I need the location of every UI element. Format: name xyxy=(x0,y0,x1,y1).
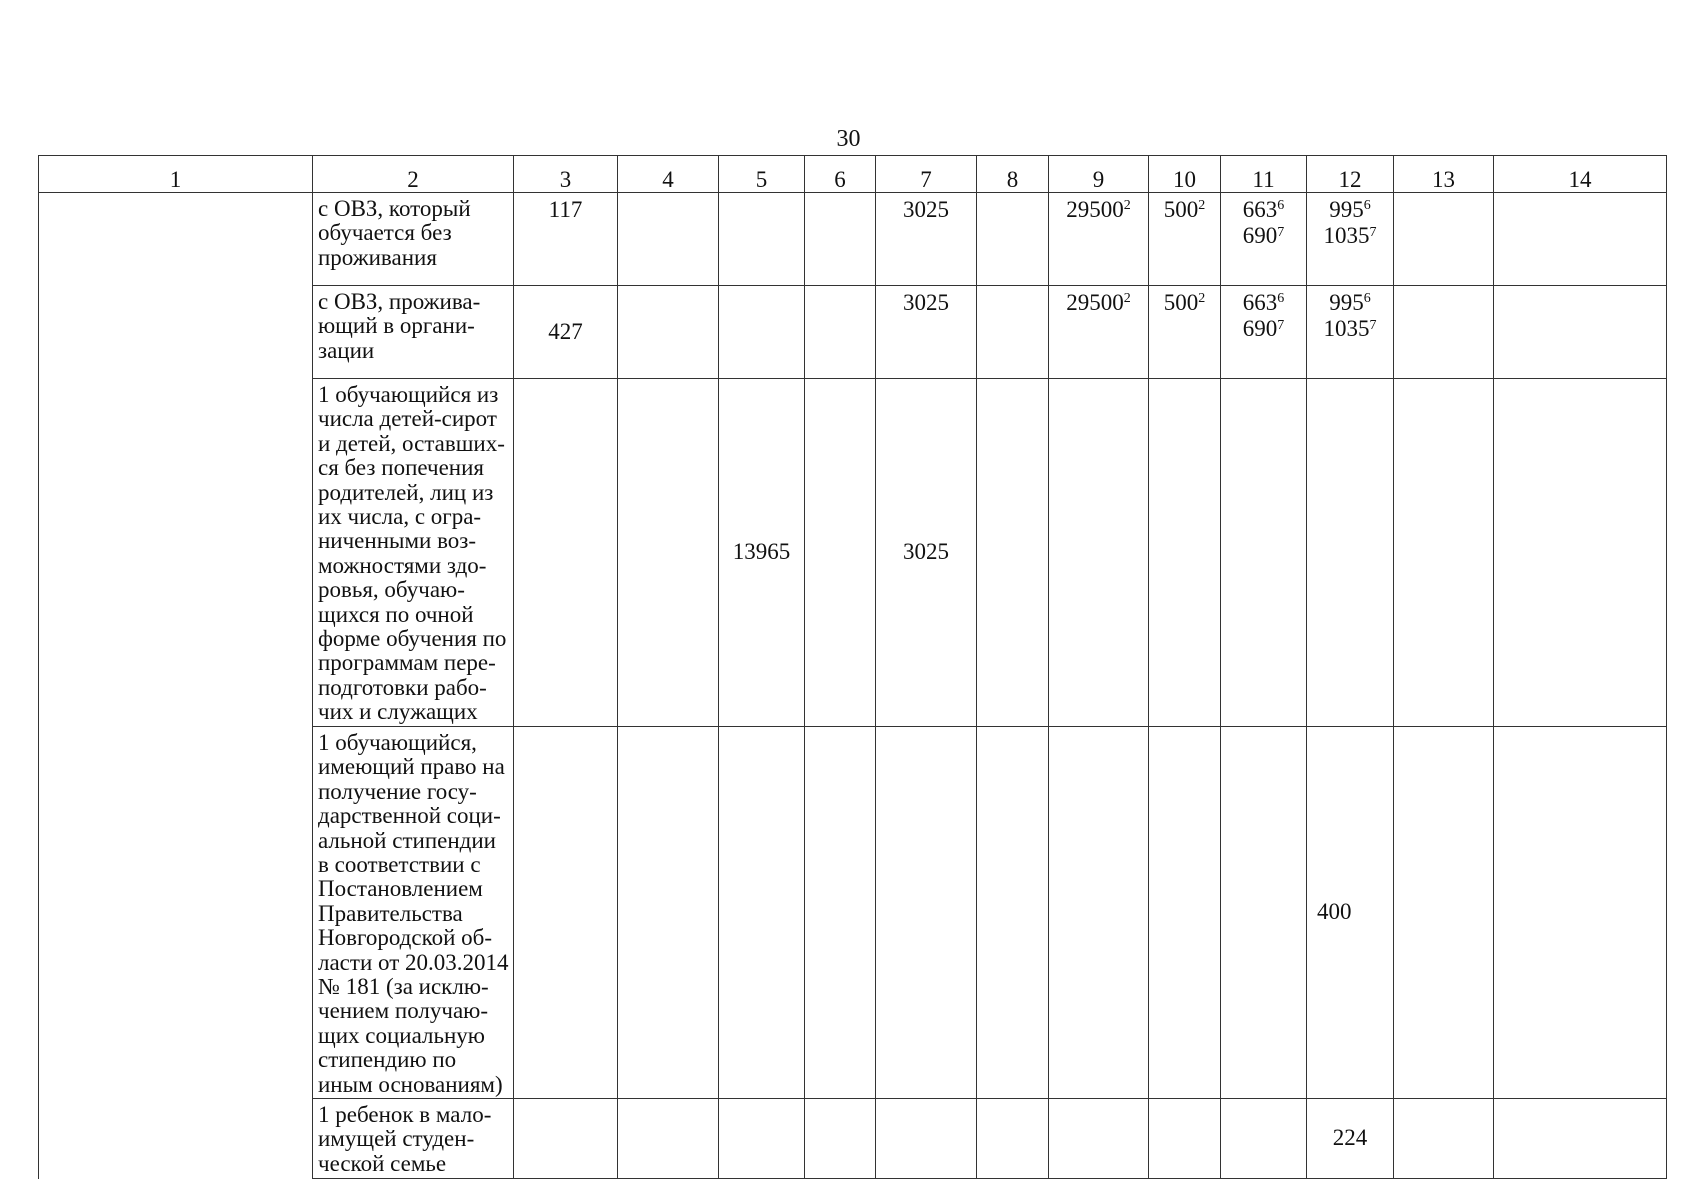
cell-col-11 xyxy=(1221,727,1307,1099)
cell-value: 427 xyxy=(548,318,583,344)
desc-line: щихся по очной xyxy=(318,601,474,627)
cell-value: 500 xyxy=(1163,197,1199,222)
cell-col-6 xyxy=(805,193,876,286)
desc-line: ющий в органи- xyxy=(318,313,475,339)
cell-col-9 xyxy=(1049,379,1149,727)
cell-col-7 xyxy=(876,286,977,379)
cell-col-8 xyxy=(977,1099,1049,1179)
cell-col-13 xyxy=(1394,286,1494,379)
desc-line: можностями здо- xyxy=(318,552,487,578)
cell-col-13 xyxy=(1394,727,1494,1099)
cell-col-6 xyxy=(805,727,876,1099)
cell-value: 500 xyxy=(1163,290,1199,315)
cell-col-5 xyxy=(719,379,805,727)
row-description xyxy=(313,193,514,286)
cell-col-3 xyxy=(514,379,618,727)
group-cell-col-1 xyxy=(39,193,313,1179)
desc-line: и детей, оставших- xyxy=(318,430,505,456)
header-col-3: 3 xyxy=(514,156,618,193)
cell-col-7 xyxy=(876,379,977,727)
desc-line: 1 обучающийся из xyxy=(318,382,499,407)
header-col-10: 10 xyxy=(1149,156,1221,193)
cell-col-5 xyxy=(719,286,805,379)
cell-value: 400 xyxy=(1317,899,1352,925)
cell-col-12 xyxy=(1307,286,1394,379)
cell-col-10 xyxy=(1149,193,1221,286)
cell-col-12 xyxy=(1307,193,1394,286)
cell-col-4 xyxy=(618,286,719,379)
cell-col-9 xyxy=(1049,1099,1149,1179)
value-line xyxy=(1307,317,1393,341)
desc-line: Постановлением xyxy=(318,876,483,902)
footnote-marker: 7 xyxy=(1369,224,1377,240)
cell-value: 690 xyxy=(1242,223,1278,249)
header-row xyxy=(39,156,1667,193)
header-col-9: 9 xyxy=(1049,156,1149,193)
header-col-7: 7 xyxy=(876,156,977,193)
cell-col-13 xyxy=(1394,1099,1494,1179)
footnote-marker: 2 xyxy=(1123,198,1131,214)
cell-value: 224 xyxy=(1332,1125,1368,1151)
cell-value: 1035 xyxy=(1323,316,1370,342)
desc-line: с ОВЗ, прожива- xyxy=(318,289,481,314)
cell-value: 995 xyxy=(1329,197,1364,222)
desc-line: Новгородской об- xyxy=(318,925,493,951)
desc-line: ческой семье xyxy=(318,1150,447,1176)
value-line xyxy=(1307,291,1393,315)
footnote-marker: 6 xyxy=(1277,198,1285,214)
desc-line: ровья, обучаю- xyxy=(318,577,465,603)
page-number: 30 xyxy=(836,126,861,152)
header-col-14: 14 xyxy=(1494,156,1667,193)
cell-value: 29500 xyxy=(1066,197,1124,222)
cell-value: 3025 xyxy=(903,539,949,565)
desc-line: подготовки рабо- xyxy=(318,674,487,700)
cell-col-3 xyxy=(514,286,618,379)
footnote-marker: 6 xyxy=(1363,291,1371,307)
desc-line: их числа, с огра- xyxy=(318,504,482,530)
cell-value: 995 xyxy=(1329,290,1364,315)
footnote-marker: 7 xyxy=(1277,224,1285,240)
cell-col-11 xyxy=(1221,1099,1307,1179)
footnote-marker: 6 xyxy=(1363,198,1371,214)
cell-value: 3025 xyxy=(903,197,949,222)
cell-col-14 xyxy=(1494,379,1667,727)
desc-line: чих и служащих xyxy=(318,699,478,725)
cell-col-3 xyxy=(514,727,618,1099)
value-line xyxy=(1221,198,1306,222)
cell-col-5 xyxy=(719,193,805,286)
desc-line: ниченными воз- xyxy=(318,528,477,554)
desc-line: ласти от 20.03.2014 xyxy=(318,949,509,975)
cell-value: 13965 xyxy=(732,539,791,565)
cell-col-8 xyxy=(977,727,1049,1099)
desc-line: проживания xyxy=(318,244,437,270)
cell-col-13 xyxy=(1394,193,1494,286)
cell-col-3 xyxy=(514,193,618,286)
cell-value: 690 xyxy=(1242,316,1278,342)
cell-col-6 xyxy=(805,286,876,379)
cell-col-7 xyxy=(876,1099,977,1179)
header-col-5: 5 xyxy=(719,156,805,193)
cell-col-14 xyxy=(1494,727,1667,1099)
cell-col-3 xyxy=(514,1099,618,1179)
footnote-marker: 2 xyxy=(1198,198,1206,214)
desc-line: программам пере- xyxy=(318,650,496,676)
desc-line: 1 ребенок в мало- xyxy=(318,1102,492,1127)
header-col-8: 8 xyxy=(977,156,1049,193)
desc-line: № 181 (за исклю- xyxy=(318,974,489,1000)
cell-col-13 xyxy=(1394,379,1494,727)
row-description xyxy=(313,286,514,379)
cell-col-11 xyxy=(1221,379,1307,727)
desc-line: имущей студен- xyxy=(318,1126,475,1152)
desc-line: имеющий право на xyxy=(318,754,505,780)
value-line xyxy=(1221,224,1306,248)
cell-col-5 xyxy=(719,727,805,1099)
footnote-marker: 6 xyxy=(1277,291,1285,307)
cell-col-6 xyxy=(805,1099,876,1179)
cell-col-10 xyxy=(1149,1099,1221,1179)
cell-col-10 xyxy=(1149,379,1221,727)
cell-col-4 xyxy=(618,193,719,286)
cell-col-11 xyxy=(1221,193,1307,286)
cell-col-14 xyxy=(1494,1099,1667,1179)
header-col-2: 2 xyxy=(313,156,514,193)
cell-col-4 xyxy=(618,1099,719,1179)
value-line xyxy=(1221,291,1306,315)
cell-col-4 xyxy=(618,379,719,727)
desc-line: получение госу- xyxy=(318,778,477,804)
header-col-4: 4 xyxy=(618,156,719,193)
desc-line: родителей, лиц из xyxy=(318,479,494,505)
cell-col-9 xyxy=(1049,727,1149,1099)
data-table xyxy=(38,155,1667,1179)
desc-line: числа детей-сирот xyxy=(318,406,497,432)
desc-line: 1 обучающийся, xyxy=(318,730,477,755)
row-description xyxy=(313,1099,514,1179)
cell-value: 117 xyxy=(548,197,583,222)
cell-col-9 xyxy=(1049,286,1149,379)
cell-col-9 xyxy=(1049,193,1149,286)
cell-value: 3025 xyxy=(903,290,949,315)
desc-line: Правительства xyxy=(318,900,463,926)
cell-col-6 xyxy=(805,379,876,727)
value-line xyxy=(1307,198,1393,222)
desc-line: дарственной соци- xyxy=(318,803,501,829)
cell-col-12 xyxy=(1307,1099,1394,1179)
desc-line: обучается без xyxy=(318,220,452,246)
table-row xyxy=(39,193,1667,286)
header-col-12: 12 xyxy=(1307,156,1394,193)
cell-col-11 xyxy=(1221,286,1307,379)
desc-line: форме обучения по xyxy=(318,626,507,652)
desc-line: зации xyxy=(318,337,375,363)
header-col-13: 13 xyxy=(1394,156,1494,193)
desc-line: чением получаю- xyxy=(318,998,489,1024)
desc-line: иным основаниям) xyxy=(318,1071,503,1097)
desc-line: ся без попечения xyxy=(318,455,484,481)
cell-col-4 xyxy=(618,727,719,1099)
cell-col-8 xyxy=(977,379,1049,727)
cell-value: 1035 xyxy=(1323,223,1370,249)
header-col-6: 6 xyxy=(805,156,876,193)
cell-col-7 xyxy=(876,193,977,286)
header-col-11: 11 xyxy=(1221,156,1307,193)
desc-line: щих социальную xyxy=(318,1022,485,1048)
value-line xyxy=(1307,224,1393,248)
value-line xyxy=(1221,317,1306,341)
cell-col-14 xyxy=(1494,193,1667,286)
footnote-marker: 7 xyxy=(1369,317,1377,333)
cell-value: 663 xyxy=(1242,197,1278,222)
cell-col-10 xyxy=(1149,286,1221,379)
header-col-1: 1 xyxy=(39,156,313,193)
cell-col-10 xyxy=(1149,727,1221,1099)
cell-col-7 xyxy=(876,727,977,1099)
desc-line: стипендию по xyxy=(318,1047,457,1073)
row-description xyxy=(313,379,514,727)
cell-col-12 xyxy=(1307,379,1394,727)
cell-col-8 xyxy=(977,286,1049,379)
cell-col-5 xyxy=(719,1099,805,1179)
footnote-marker: 2 xyxy=(1198,291,1206,307)
cell-col-8 xyxy=(977,193,1049,286)
row-description xyxy=(313,727,514,1099)
desc-line: в соответствии с xyxy=(318,852,481,878)
desc-line: альной стипендии xyxy=(318,827,496,853)
footnote-marker: 7 xyxy=(1277,317,1285,333)
cell-col-12 xyxy=(1307,727,1394,1099)
footnote-marker: 2 xyxy=(1123,291,1131,307)
cell-col-14 xyxy=(1494,286,1667,379)
cell-value: 29500 xyxy=(1066,290,1124,315)
desc-line: с ОВЗ, который xyxy=(318,196,471,221)
cell-value: 663 xyxy=(1242,290,1278,315)
